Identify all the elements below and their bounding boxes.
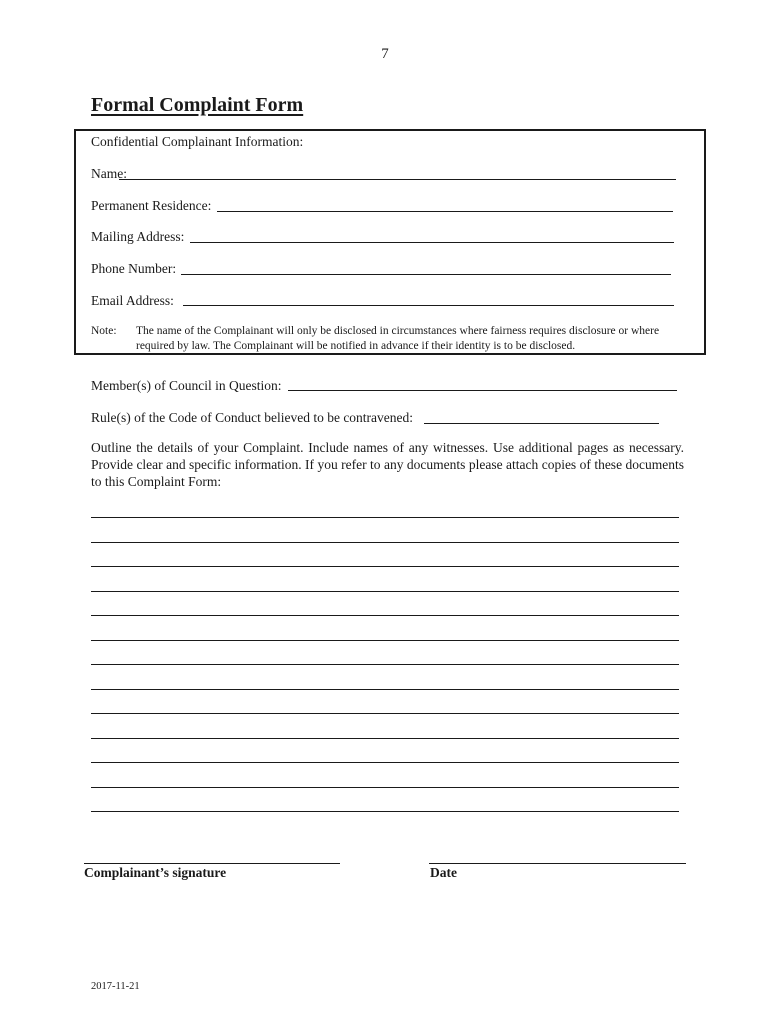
date-field[interactable] — [429, 863, 686, 864]
details-line[interactable] — [91, 689, 679, 690]
mailing-address-field[interactable] — [190, 242, 674, 243]
details-line[interactable] — [91, 664, 679, 665]
details-line[interactable] — [91, 542, 679, 543]
details-line[interactable] — [91, 640, 679, 641]
email-label: Email Address: — [91, 293, 174, 308]
signature-label: Complainant’s signature — [84, 865, 227, 880]
phone-label: Phone Number: — [91, 261, 177, 276]
footer-date: 2017-11-21 — [91, 981, 140, 992]
confidential-heading: Confidential Complainant Information: — [91, 134, 304, 149]
signature-field[interactable] — [84, 863, 340, 864]
rules-field[interactable] — [424, 423, 659, 424]
residence-label: Permanent Residence: — [91, 198, 212, 213]
details-line[interactable] — [91, 615, 679, 616]
note-label: Note: — [91, 325, 117, 337]
members-field[interactable] — [288, 390, 677, 391]
note-text: The name of the Complainant will only be disclosed in circumstances where fairness requires disclosure or where required by law. The Complainant will be notified in advance if their identity is to be disclosed. — [136, 325, 660, 352]
page-number: 7 — [381, 46, 389, 62]
details-line[interactable] — [91, 713, 679, 714]
mailing-address-label: Mailing Address: — [91, 229, 185, 244]
details-line[interactable] — [91, 738, 679, 739]
details-line[interactable] — [91, 787, 679, 788]
email-field[interactable] — [183, 305, 674, 306]
residence-field[interactable] — [217, 211, 673, 212]
name-label: Name: — [91, 166, 127, 181]
details-line[interactable] — [91, 566, 679, 567]
name-field[interactable] — [119, 179, 676, 180]
form-title: Formal Complaint Form — [91, 94, 304, 116]
details-instructions: Outline the details of your Complaint. Include names of any witnesses. Use additional pages as necessary. Provide clear and specific information. If you refer to any documents please attach copies of these documents to this Complaint Form: — [91, 440, 684, 489]
date-label: Date — [430, 865, 457, 880]
members-label: Member(s) of Council in Question: — [91, 378, 282, 393]
details-line[interactable] — [91, 811, 679, 812]
details-line[interactable] — [91, 762, 679, 763]
phone-field[interactable] — [181, 274, 671, 275]
rules-label: Rule(s) of the Code of Conduct believed to be contravened: — [91, 410, 414, 425]
details-line[interactable] — [91, 517, 679, 518]
details-line[interactable] — [91, 591, 679, 592]
